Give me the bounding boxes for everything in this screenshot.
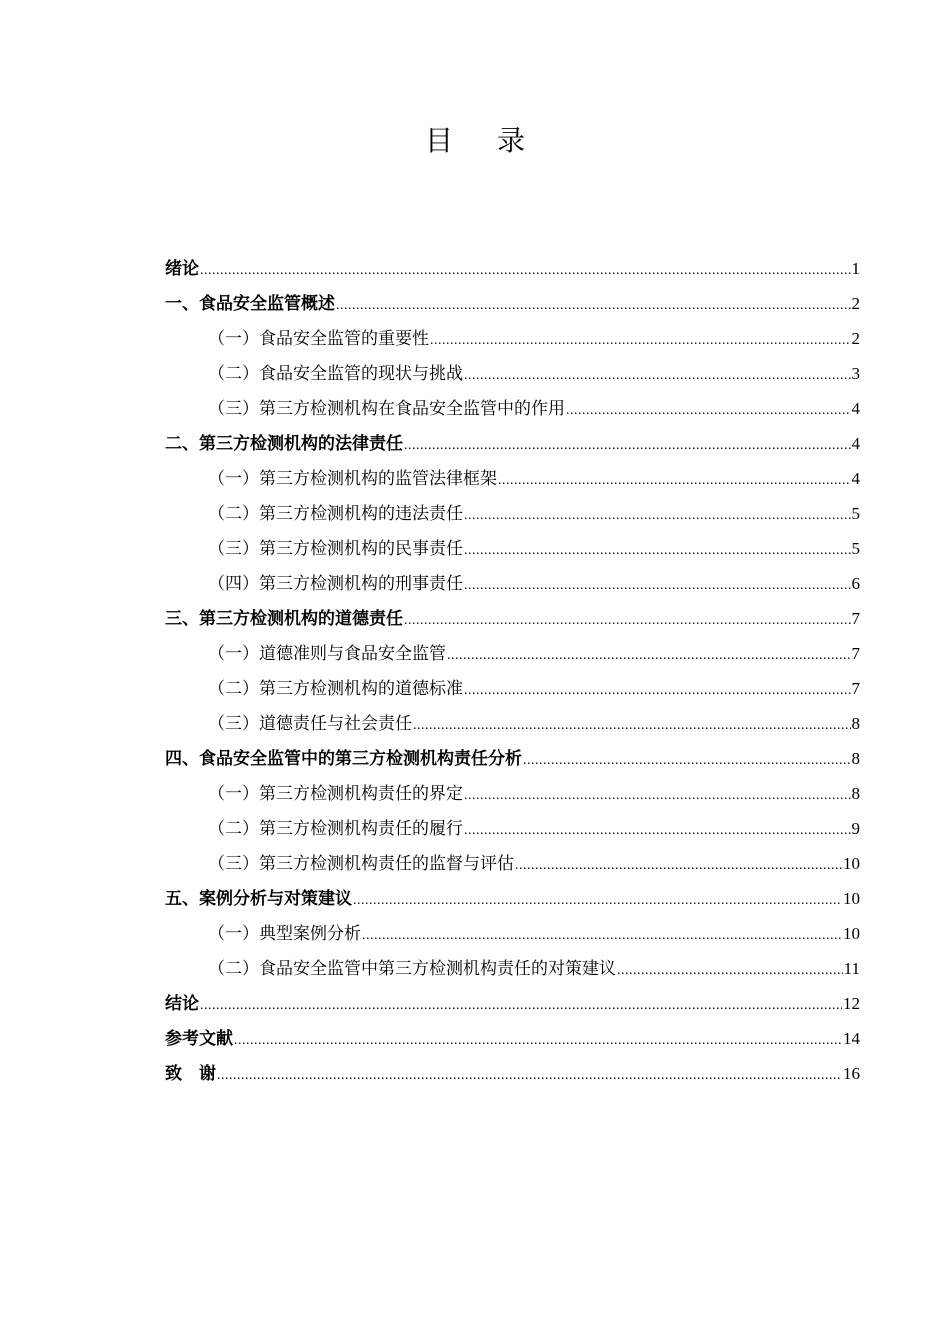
toc-dot-leader	[464, 498, 851, 533]
toc-entry-label: （二）第三方检测机构的道德标准	[208, 679, 463, 699]
toc-entry-label: （二）第三方检测机构责任的履行	[208, 819, 463, 839]
toc-dot-leader	[217, 1058, 842, 1093]
toc-section-entry[interactable]	[165, 951, 860, 986]
toc-entry-label: （三）第三方检测机构在食品安全监管中的作用	[208, 399, 565, 419]
toc-dot-leader	[617, 953, 843, 988]
toc-page-number: 7	[851, 644, 860, 663]
toc-page-number: 9	[851, 819, 860, 838]
toc-page-number: 8	[851, 784, 860, 803]
toc-page-number: 5	[851, 504, 860, 523]
toc-dot-leader	[404, 603, 851, 638]
toc-section-entry[interactable]	[165, 671, 860, 706]
toc-section-entry[interactable]	[165, 531, 860, 566]
toc-dot-leader	[523, 743, 851, 778]
toc-section-entry[interactable]	[165, 356, 860, 391]
toc-entry-label: （一）典型案例分析	[208, 924, 361, 944]
toc-page-number: 4	[851, 469, 860, 488]
toc-dot-leader	[566, 393, 851, 428]
toc-dot-leader	[498, 463, 851, 498]
toc-entry-label: 五、案例分析与对策建议	[165, 889, 352, 909]
toc-dot-leader	[404, 428, 851, 463]
toc-dot-leader	[464, 533, 851, 568]
toc-entry-label: （一）第三方检测机构的监管法律框架	[208, 469, 497, 489]
toc-chapter-entry[interactable]	[165, 1021, 860, 1056]
toc-page-number: 3	[851, 364, 860, 383]
toc-section-entry[interactable]	[165, 846, 860, 881]
toc-dot-leader	[200, 988, 842, 1023]
toc-chapter-entry[interactable]	[165, 741, 860, 776]
toc-chapter-entry[interactable]	[165, 426, 860, 461]
toc-page-number: 2	[851, 329, 860, 348]
toc-entry-label: （三）道德责任与社会责任	[208, 714, 412, 734]
toc-page-number: 14	[843, 1029, 860, 1048]
toc-page-number: 10	[843, 889, 860, 908]
toc-section-entry[interactable]	[165, 916, 860, 951]
toc-page-number: 4	[851, 399, 860, 418]
toc-dot-leader	[234, 1023, 842, 1058]
toc-dot-leader	[413, 708, 851, 743]
toc-page-number: 16	[843, 1064, 860, 1083]
toc-entry-label: （二）第三方检测机构的违法责任	[208, 504, 463, 524]
toc-section-entry[interactable]	[165, 321, 860, 356]
toc-page-number: 12	[843, 994, 860, 1013]
toc-chapter-entry[interactable]	[165, 601, 860, 636]
toc-page-number: 8	[851, 749, 860, 768]
toc-section-entry[interactable]	[165, 811, 860, 846]
toc-entry-label: 绪论	[165, 259, 199, 279]
toc-dot-leader	[464, 568, 851, 603]
toc-dot-leader	[336, 288, 851, 323]
toc-dot-leader	[515, 848, 842, 883]
toc-entry-label: （一）食品安全监管的重要性	[208, 329, 429, 349]
toc-entry-label: 三、第三方检测机构的道德责任	[165, 609, 403, 629]
toc-page-number: 7	[851, 679, 860, 698]
toc-section-entry[interactable]	[165, 461, 860, 496]
toc-entry-label: （二）食品安全监管的现状与挑战	[208, 364, 463, 384]
toc-chapter-entry[interactable]	[165, 286, 860, 321]
toc-page-number: 6	[851, 574, 860, 593]
toc-dot-leader	[447, 638, 851, 673]
toc-entry-label: 结论	[165, 994, 199, 1014]
toc-chapter-entry[interactable]	[165, 881, 860, 916]
toc-dot-leader	[464, 813, 851, 848]
toc-page-number: 5	[851, 539, 860, 558]
toc-dot-leader	[200, 253, 851, 288]
toc-page-number: 10	[843, 854, 860, 873]
toc-page-number: 10	[843, 924, 860, 943]
toc-page-number: 1	[851, 259, 860, 278]
toc-entry-label: 四、食品安全监管中的第三方检测机构责任分析	[165, 749, 522, 769]
toc-entry-label: （一）第三方检测机构责任的界定	[208, 784, 463, 804]
toc-chapter-entry[interactable]	[165, 1056, 860, 1091]
toc-entry-label: （三）第三方检测机构责任的监督与评估	[208, 854, 514, 874]
toc-entry-label: 二、第三方检测机构的法律责任	[165, 434, 403, 454]
toc-chapter-entry[interactable]	[165, 986, 860, 1021]
page-title: 目录	[424, 124, 569, 157]
toc-section-entry[interactable]	[165, 566, 860, 601]
toc-dot-leader	[362, 918, 842, 953]
table-of-contents	[165, 251, 860, 1091]
toc-section-entry[interactable]	[165, 496, 860, 531]
toc-entry-label: （二）食品安全监管中第三方检测机构责任的对策建议	[208, 959, 616, 979]
toc-page-number: 11	[843, 959, 860, 978]
toc-section-entry[interactable]	[165, 776, 860, 811]
toc-dot-leader	[464, 358, 851, 393]
toc-section-entry[interactable]	[165, 706, 860, 741]
toc-dot-leader	[430, 323, 851, 358]
toc-entry-label: （一）道德准则与食品安全监管	[208, 644, 446, 664]
toc-chapter-entry[interactable]	[165, 251, 860, 286]
toc-section-entry[interactable]	[165, 391, 860, 426]
toc-entry-label: （三）第三方检测机构的民事责任	[208, 539, 463, 559]
toc-page-number: 8	[851, 714, 860, 733]
toc-dot-leader	[464, 778, 851, 813]
toc-page-number: 4	[851, 434, 860, 453]
toc-page-number: 7	[851, 609, 860, 628]
toc-dot-leader	[464, 673, 851, 708]
toc-section-entry[interactable]	[165, 636, 860, 671]
toc-entry-label: 参考文献	[165, 1029, 233, 1049]
toc-entry-label: 一、食品安全监管概述	[165, 294, 335, 314]
toc-entry-label: （四）第三方检测机构的刑事责任	[208, 574, 463, 594]
toc-page-number: 2	[851, 294, 860, 313]
toc-dot-leader	[353, 883, 842, 918]
toc-entry-label: 致 谢	[165, 1064, 216, 1084]
